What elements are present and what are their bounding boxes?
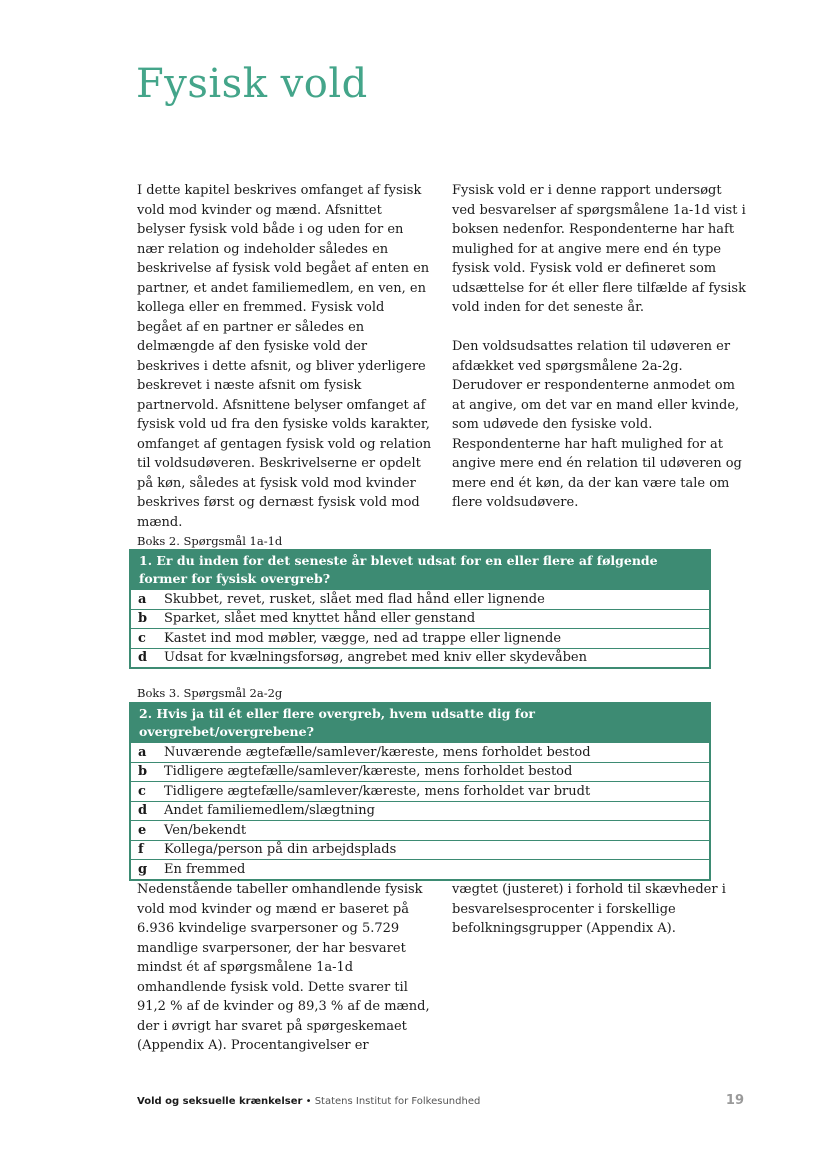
box3-row-letter: g bbox=[138, 861, 148, 877]
box3-row-text: Tidligere ægtefælle/samlever/kæreste, mens forholdet var brudt bbox=[164, 783, 591, 799]
box3-row-letter: e bbox=[138, 822, 147, 838]
intro-left-column bbox=[137, 181, 433, 532]
box3-row bbox=[131, 801, 709, 821]
box3-row bbox=[131, 859, 709, 879]
box3-row-text: Nuværende ægtefælle/samlever/kæreste, mens forholdet bestod bbox=[164, 744, 591, 760]
box3-row bbox=[131, 762, 709, 782]
box3-row-text: Ven/bekendt bbox=[164, 822, 247, 838]
footer-publication: Vold og seksuelle krænkelser bbox=[137, 1096, 303, 1107]
box2-row-letter: b bbox=[138, 611, 148, 627]
box3-row bbox=[131, 840, 709, 860]
box2-row-text: Sparket, slået med knyttet hånd eller genstand bbox=[164, 611, 476, 627]
intro-right-paragraph-1: Fysisk vold er i denne rapport undersøgt ved besvarelser af spørgsmålene 1a-1d vist i boksen nedenfor. Respondenterne har haft mulighed for at angive mere end én type fysisk vold. Fysisk vold er defineret som udsættelse for ét eller flere tilfælde af fysisk vold inden for det seneste år. bbox=[452, 183, 746, 315]
box3-row bbox=[131, 820, 709, 840]
page-title: Fysisk vold bbox=[136, 61, 368, 107]
box2-row-letter: c bbox=[138, 630, 146, 646]
box3-question: 2. Hvis ja til ét eller flere overgreb, hvem udsatte dig for overgrebet/overgrebene? bbox=[131, 704, 709, 742]
box2-row bbox=[131, 648, 709, 668]
box2-row-text: Udsat for kvælningsforsøg, angrebet med kniv eller skydevåben bbox=[164, 650, 587, 666]
intro-right-paragraph-2: Den voldsudsattes relation til udøveren er afdækket ved spørgsmålene 2a-2g. Derudover er respondenterne anmodet om at angive, om det var en mand eller kvinde, som udøvede den fysiske vold. Respondenterne har haft mulighed for at angive mere end én relation til udøveren og mere end ét køn, da der kan være tale om flere voldsudøvere. bbox=[452, 339, 742, 510]
box2-row-text: Skubbet, revet, rusket, slået med flad hånd eller lignende bbox=[164, 591, 545, 607]
box2 bbox=[129, 549, 711, 669]
footer-separator: • bbox=[302, 1096, 315, 1107]
box3-row-letter: b bbox=[138, 764, 148, 780]
box3-row bbox=[131, 781, 709, 801]
outro-right-paragraph: vægtet (justeret) i forhold til skævheder i besvarelsesprocenter i forskellige befolkningsgrupper (Appendix A). bbox=[452, 882, 726, 936]
box2-row-text: Kastet ind mod møbler, vægge, ned ad trappe eller lignende bbox=[164, 630, 562, 646]
outro-left-paragraph: Nedenstående tabeller omhandlende fysisk vold mod kvinder og mænd er baseret på 6.936 kvindelige svarpersoner og 5.729 mandlige svarpersoner, der har besvaret mindst ét af spørgsmålene 1a-1d omhandlende fysisk vold. Dette svarer til 91,2 % af de kvinder og 89,3 % af de mænd, der i øvrigt har svaret på spørgeskemaet (Appendix A). Procentangivelser er bbox=[137, 882, 430, 1053]
intro-left-paragraph: I dette kapitel beskrives omfanget af fysisk vold mod kvinder og mænd. Afsnittet belyser fysisk vold både i og uden for en nær relation og indeholder således en beskrivelse af fysisk vold begået af enten en partner, et andet familiemedlem, en ven, en kollega eller en fremmed. Fysisk vold begået af en partner er således en delmængde af den fysiske vold der beskrives i dette afsnit, og bliver yderligere beskrevet i næste afsnit om fysisk partnervold. Afsnittene belyser omfanget af fysisk vold ud fra den fysiske volds karakter, omfanget af gentagen fysisk vold og relation til voldsudøveren. Beskrivelserne er opdelt på køn, således at fysisk vold mod kvinder beskrives først og dernæst fysisk vold mod mænd. bbox=[137, 183, 432, 530]
box3 bbox=[129, 702, 711, 881]
box3-row-text: En fremmed bbox=[164, 861, 246, 877]
footer bbox=[137, 1096, 480, 1107]
box3-row-letter: f bbox=[138, 842, 144, 858]
box3-caption: Boks 3. Spørgsmål 2a-2g bbox=[137, 686, 283, 700]
box3-row-text: Tidligere ægtefælle/samlever/kæreste, mens forholdet bestod bbox=[164, 764, 573, 780]
box2-row bbox=[131, 609, 709, 629]
box3-row bbox=[131, 742, 709, 762]
box3-row-text: Kollega/person på din arbejdsplads bbox=[164, 842, 397, 858]
intro-right-column bbox=[452, 181, 748, 513]
box2-row bbox=[131, 589, 709, 609]
box3-row-text: Andet familiemedlem/slægtning bbox=[164, 803, 375, 819]
outro-left-column bbox=[137, 880, 433, 1056]
box2-question: 1. Er du inden for det seneste år blevet udsat for en eller flere af følgende former for fysisk overgreb? bbox=[131, 551, 709, 589]
box3-row-letter: d bbox=[138, 803, 148, 819]
box2-row-letter: d bbox=[138, 650, 148, 666]
box2-row bbox=[131, 628, 709, 648]
box2-row-letter: a bbox=[138, 591, 147, 607]
box2-caption: Boks 2. Spørgsmål 1a-1d bbox=[137, 534, 283, 548]
outro-right-column bbox=[452, 880, 748, 939]
page-number: 19 bbox=[725, 1093, 744, 1108]
box3-row-letter: c bbox=[138, 783, 146, 799]
box3-row-letter: a bbox=[138, 744, 147, 760]
footer-institute: Statens Institut for Folkesundhed bbox=[314, 1096, 481, 1107]
